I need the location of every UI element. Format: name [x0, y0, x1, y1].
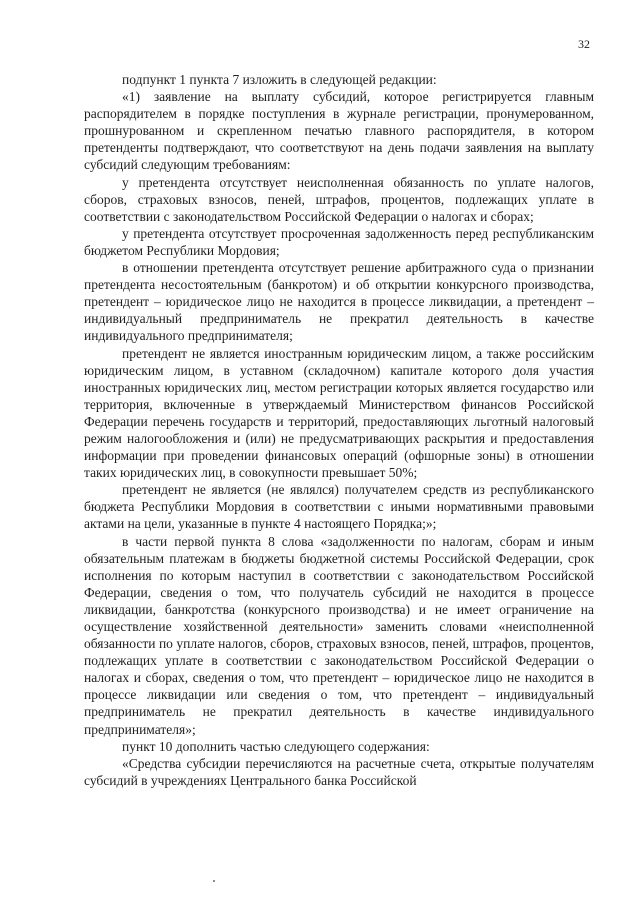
page-number: 32	[578, 37, 590, 51]
paragraph: у претендента отсутствует неисполненная обязанность по уплате налогов, сборов, страховых взносов, пеней, штрафов, процентов, подлежащих уплате в соответствии с законодательством Российской Федерации о налогах и сборах;	[84, 174, 594, 224]
paragraph: «Средства субсидии перечисляются на расчетные счета, открытые получателям субсидий в учреждениях Центрального банка Российской	[84, 755, 594, 788]
paragraph: у претендента отсутствует просроченная задолженность перед республиканским бюджетом Республики Мордовия;	[84, 225, 594, 258]
paragraph: в отношении претендента отсутствует решение арбитражного суда о признании претендента несостоятельным (банкротом) и об открытии конкурсного производства, претендент – юридическое лицо не находится в процессе ликвидации, а претендент – индивидуальный предприниматель не прекратил деятельность в качестве индивидуального предпринимателя;	[84, 260, 594, 344]
paragraph: претендент не является (не являлся) получателем средств из республиканского бюджета Республики Мордовия в соответствии с иными нормативными правовыми актами на цели, указанные в пункте 4 настоящего Порядка;»;	[84, 482, 594, 532]
document-body	[84, 71, 594, 789]
paragraph: пункт 10 дополнить частью следующего содержания:	[122, 738, 430, 754]
paragraph: подпункт 1 пункта 7 изложить в следующей редакции:	[122, 72, 437, 87]
paragraph: претендент не является иностранным юридическим лицом, а также российским юридическим лицом, в уставном (складочном) капитале которого доля участия иностранных юридических лиц, местом регистрации которых является государство или территория, включенные в утверждаемый Министерством финансов Российской Федерации перечень государств и территорий, предоставляющих льготный налоговый режим налогообложения и (или) не предусматривающих раскрытия и предоставления информации при проведении финансовых операций (офшорные зоны) в отношении таких юридических лиц, в совокупности превышает 50%;	[84, 345, 594, 481]
paragraph: «1) заявление на выплату субсидий, которое регистрируется главным распорядителем в порядке поступления в журнале регистрации, пронумерованном, прошнурованном и скрепленном печатью главного распорядителя, в котором претенденты подтверждают, что соответствуют на день подачи заявления на выплату субсидий следующим требованиям:	[84, 89, 594, 173]
scan-artifact	[213, 880, 215, 882]
paragraph: в части первой пункта 8 слова «задолженности по налогам, сборам и иным обязательным платежам в бюджеты бюджетной системы Российской Федерации, срок исполнения по которым наступил в соответствии с законодательством Российской Федерации, сведения о том, что получатель субсидий не находится в процессе ликвидации, банкротства (конкурсного производства) и не имеет ограничение на осуществление хозяйственной деятельности» заменить словами «неисполненной обязанности по уплате налогов, сборов, страховых взносов, пеней, штрафов, процентов, подлежащих уплате в соответствии с законодательством Российской Федерации о налогах и сборах, сведения о том, что претендент – юридическое лицо не находится в процессе ликвидации или сведения о том, что претендент – индивидуальный предприниматель не прекратил деятельность в качестве индивидуального предпринимателя»;	[84, 533, 594, 737]
